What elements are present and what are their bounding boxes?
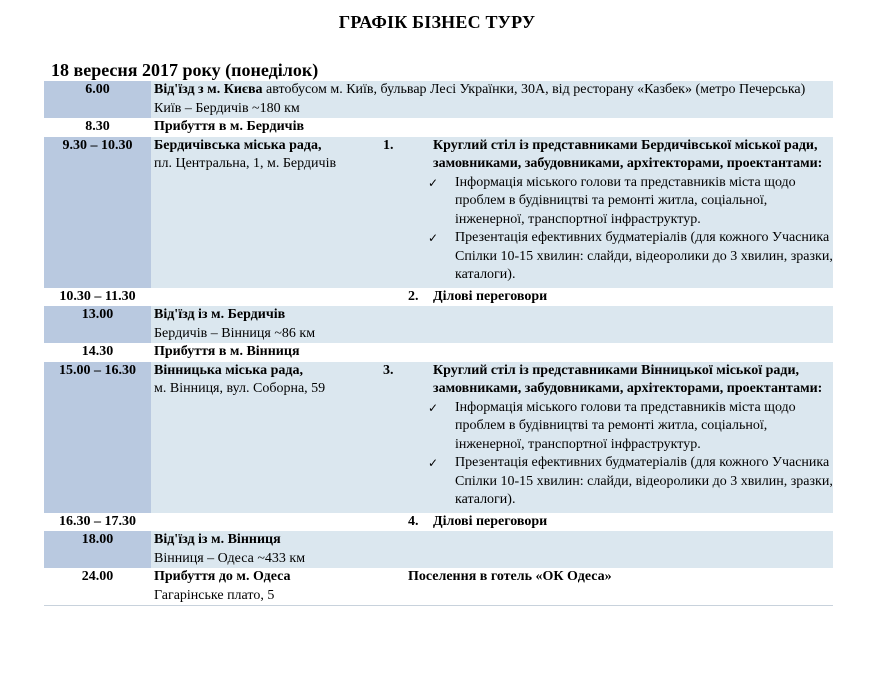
- place-cell: [151, 81, 833, 118]
- item-number: 3.: [383, 362, 394, 378]
- place-heading: Від'їзд із м. Вінниця: [154, 532, 281, 547]
- list-item: [408, 454, 833, 510]
- table-row: [44, 288, 833, 307]
- place-cell: [151, 288, 402, 307]
- time-cell: 6.00: [44, 81, 151, 118]
- checklist: [408, 174, 833, 285]
- activity-title: Поселення в готель «ОК Одеса»: [408, 569, 612, 584]
- time-cell: 9.30 – 10.30: [44, 137, 151, 288]
- list-item: [408, 229, 833, 285]
- place-heading: Від'їзд із м. Бердичів: [154, 307, 286, 322]
- table-row: [44, 343, 833, 362]
- place-heading: Вінницька міська рада,: [154, 362, 304, 378]
- list-item-text: Презентація ефективних будматеріалів (для кожного Учасника Спілки 10-15 хвилин: слайди, відеоролики до 3 хвилин, зразки, каталоги).: [455, 230, 833, 282]
- table-row: [44, 513, 833, 532]
- time-cell: 16.30 – 17.30: [44, 513, 151, 532]
- activity-title: Круглий стіл із представниками Бердичівської міської ради, замовниками, забудовниками, архітекторами, проектантами:: [433, 137, 823, 171]
- item-number: 2.: [408, 288, 419, 304]
- document-title: ГРАФІК БІЗНЕС ТУРУ: [338, 12, 536, 32]
- activity-item: [408, 288, 833, 307]
- place-cell: [151, 568, 402, 606]
- place-cell: [151, 531, 402, 568]
- place-heading: Прибуття до м. Одеса: [154, 569, 291, 584]
- activity-cell: [402, 343, 833, 362]
- place-cell: [151, 118, 402, 137]
- activity-cell: [402, 288, 833, 307]
- checkmark-icon: ✓: [428, 175, 439, 190]
- place-address: пл. Центральна, 1, м. Бердичів: [154, 156, 337, 171]
- checkmark-icon: ✓: [428, 456, 439, 470]
- activity-title: Ділові переговори: [433, 288, 548, 304]
- item-number: 4.: [408, 513, 419, 529]
- list-item: [408, 174, 833, 230]
- place-cell: [151, 343, 402, 362]
- route-distance: Вінниця – Одеса ~433 км: [154, 550, 306, 566]
- table-row: [44, 137, 833, 288]
- list-item-text: Інформація міського голови та представників міста щодо проблем в будівництві та ремонті житла, соціальної, інженерної, транспортної інфраструктур.: [455, 399, 796, 452]
- list-item-text: Інформація міського голови та представників міста щодо проблем в будівництві та ремонті житла, соціальної, інженерної, транспортної інфраструктур.: [455, 174, 796, 227]
- activity-cell: [402, 118, 833, 137]
- place-cell: [151, 137, 402, 288]
- table-row: [44, 568, 833, 606]
- time-cell: 8.30: [44, 118, 151, 137]
- table-row: [44, 362, 833, 513]
- activity-title: Ділові переговори: [433, 513, 548, 529]
- activity-cell: [383, 137, 833, 288]
- activity-item: [408, 513, 833, 532]
- list-item: [408, 399, 833, 455]
- route-distance: Бердичів – Вінниця ~86 км: [154, 325, 316, 341]
- table-row: [44, 306, 833, 343]
- activity-cell: [402, 306, 833, 343]
- time-cell: 18.00: [44, 531, 151, 568]
- checklist: [408, 399, 833, 510]
- time-cell: 24.00: [44, 568, 151, 606]
- table-row: [44, 81, 833, 118]
- time-cell: 15.00 – 16.30: [44, 362, 151, 513]
- place-cell: [151, 362, 402, 513]
- checkmark-icon: ✓: [428, 400, 439, 415]
- place-address: м. Вінниця, вул. Соборна, 59: [154, 381, 326, 396]
- activity-cell: [383, 362, 833, 513]
- activity-cell: [402, 513, 833, 532]
- place-heading: Прибуття в м. Бердичів: [154, 119, 305, 134]
- table-row: [44, 531, 833, 568]
- place-cell: [151, 513, 402, 532]
- activity-item: [383, 362, 833, 399]
- place-cell: [151, 306, 402, 343]
- table-row: [44, 118, 833, 137]
- route-distance: Київ – Бердичів ~180 км: [154, 100, 300, 116]
- place-heading: Від'їзд з м. Києва: [154, 82, 263, 97]
- list-item-text: Презентація ефективних будматеріалів (для кожного Учасника Спілки 10-15 хвилин: слайди, відеоролики до 3 хвилин, зразки, каталоги).: [455, 455, 833, 507]
- checkmark-icon: ✓: [428, 231, 439, 245]
- schedule-table: [44, 81, 833, 606]
- time-cell: 14.30: [44, 343, 151, 362]
- date-heading: 18 вересня 2017 року (понеділок): [51, 60, 319, 80]
- activity-cell: [402, 568, 833, 606]
- activity-title: Круглий стіл із представниками Вінницької міської ради, замовниками, забудовниками, архітекторами, проектантами:: [433, 362, 823, 396]
- activity-item: [383, 137, 833, 174]
- time-cell: 13.00: [44, 306, 151, 343]
- place-detail: автобусом м. Київ, бульвар Лесі Українки, 30А, від ресторану «Казбек» (метро Печерська): [262, 82, 806, 97]
- item-number: 1.: [383, 137, 394, 153]
- activity-cell: [402, 531, 833, 568]
- place-address: Гагарінське плато, 5: [154, 587, 275, 603]
- time-cell: 10.30 – 11.30: [44, 288, 151, 307]
- place-heading: Прибуття в м. Вінниця: [154, 344, 300, 359]
- place-heading: Бердичівська міська рада,: [154, 137, 322, 153]
